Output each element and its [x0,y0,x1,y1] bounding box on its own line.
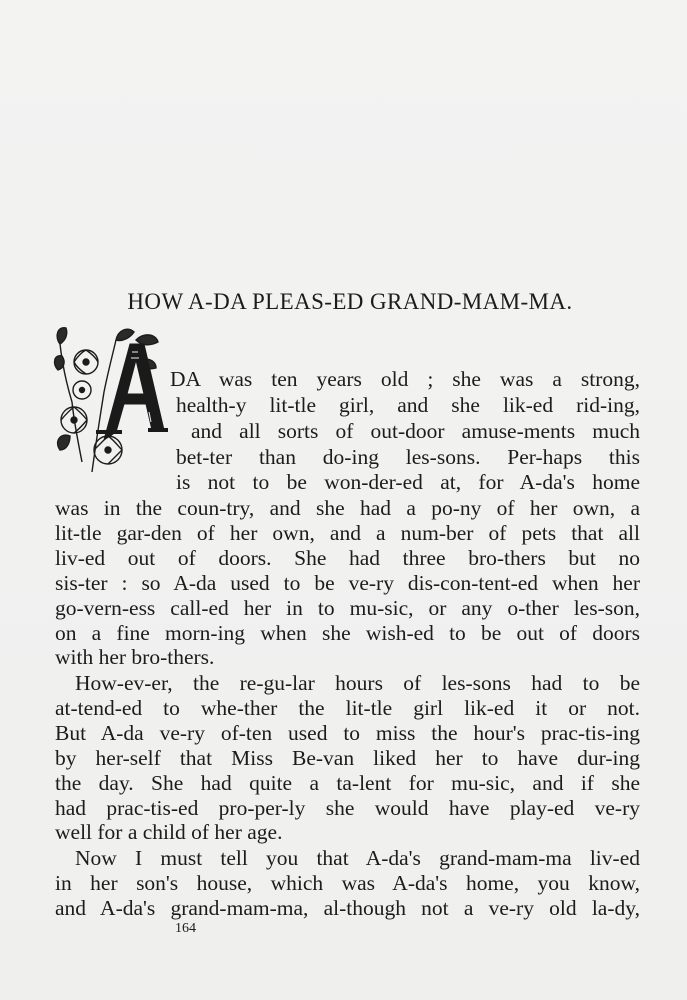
text-line: at-tend-ed to whe-ther the lit-tle girl lik-ed it or not. [55,696,640,720]
decorated-dropcap-icon [52,322,170,474]
text-line: go-vern-ess call-ed her in to mu-sic, or any o-ther les-son, [55,596,640,620]
text-line: on a fine morn-ing when she wish-ed to be out of doors [55,621,640,645]
text-line: is not to be won-der-ed at, for A-da's home [176,470,640,494]
text-line: and all sorts of out-door amuse-ments much [191,419,640,443]
text-line: with her bro-thers. [55,645,215,669]
text-line: had prac-tis-ed pro-per-ly she would have play-ed ve-ry [55,796,640,820]
text-line: DA was ten years old ; she was a strong, [170,367,640,391]
text-line: liv-ed out of doors. She had three bro-thers but no [55,546,640,570]
text-line: well for a child of her age. [55,820,283,844]
page-number: 164 [175,921,196,936]
text-line: in her son's house, which was A-da's home, you know, [55,871,640,895]
text-line: sis-ter : so A-da used to be ve-ry dis-con-tent-ed when her [55,571,640,595]
text-line: But A-da ve-ry of-ten used to miss the hour's prac-tis-ing [55,721,640,745]
text-line: Now I must tell you that A-da's grand-mam-ma liv-ed [75,846,640,870]
chapter-title: HOW A-DA PLEAS-ED GRAND-MAM-MA. [127,289,573,314]
text-line: and A-da's grand-mam-ma, al-though not a ve-ry old la-dy, [55,896,640,920]
text-line: How-ev-er, the re-gu-lar hours of les-sons had to be [75,671,640,695]
text-line: the day. She had quite a ta-lent for mu-sic, and if she [55,771,640,795]
text-line: was in the coun-try, and she had a po-ny of her own, a [55,496,640,520]
text-line: health-y lit-tle girl, and she lik-ed rid-ing, [176,393,640,417]
text-line: lit-tle gar-den of her own, and a num-ber of pets that all [55,521,640,545]
text-line: bet-ter than do-ing les-sons. Per-haps this [176,445,640,469]
text-line: by her-self that Miss Be-van liked her to have dur-ing [55,746,640,770]
